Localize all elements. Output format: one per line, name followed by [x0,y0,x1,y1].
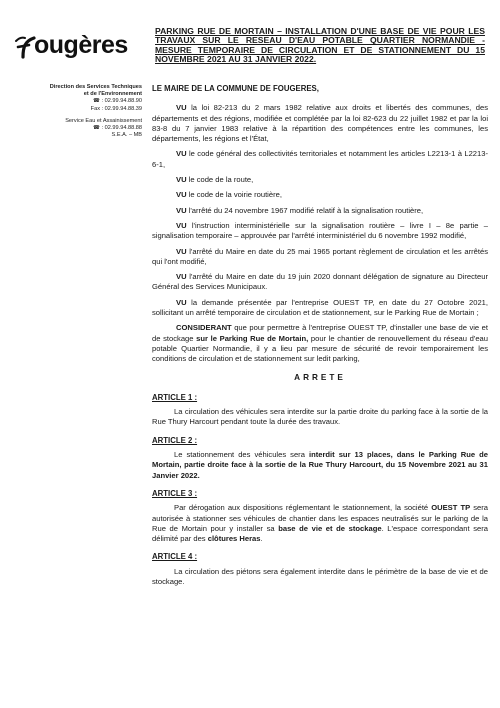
dept-line-1: Direction des Services Techniques [49,84,142,90]
article-4-text: La circulation des piétons sera également interdite dans le périmètre de la base de vie et de stockage. [152,566,488,586]
vu-paragraph: VU la loi 82-213 du 2 mars 1982 relative aux droits et libertés des communes, des départements et des régions, modifiée et complétée par la loi 82-623 du 22 juillet 1982 et par la loi 83-8 du 7 janvier 1983 relative à la répartition des compétences entre les communes, les départements, les régions et l'État, [152,103,488,144]
vu-paragraph: VU le code de la route, [176,175,254,185]
logo-text: ougères [34,31,128,59]
dept-line-2: et de l'Environnement [83,91,142,98]
vu-paragraph: VU la demande présentée par l'entreprise OUEST TP, en date du 27 Octobre 2021, sollicitant un arrêté temporaire de circulation et de stationnement, sur le Parking Rue de Mortain ; [152,297,488,318]
article-1-text: La circulation des véhicules sera interdite sur la partie droite du parking face à la sortie de la Rue Thury Harcourt pendant toute la durée des travaux. [152,407,488,427]
logo-mark-icon [14,35,36,59]
article-4-heading: ARTICLE 4 : [152,552,198,562]
document-title: PARKING RUE DE MORTAIN – INSTALLATION D'UNE BASE DE VIE POUR LES TRAVAUX SUR LE RESEAU D'EAU POTABLE QUARTIER NORMANDIE - MESURE TEMPORAIRE DE CIRCULATION ET DE STATIONNEMENT DU 15 NOVEMBRE 2021 AU 31 JANVIER 2022. [155,26,485,65]
mayor-heading: LE MAIRE DE LA COMMUNE DE FOUGERES, [152,84,319,93]
article-3-text: Par dérogation aux dispositions réglementant le stationnement, la société OUEST TP sera autorisée à stationner ses véhicules de chantier dans les espaces neutralisés sur le parking de la Rue de Mortain pour y installer sa base de vie et de stockage. L'espace correspondant sera délimité par des clôtures Heras. [152,503,489,544]
article-1-heading: ARTICLE 1 : [152,392,198,402]
article-3-heading: ARTICLE 3 : [152,488,198,498]
vu-paragraph: VU le code général des collectivités territoriales et notamment les articles L2213-1 à L2213-6-1, [152,149,488,169]
fougeres-logo [14,33,146,61]
article-2-heading: ARTICLE 2 : [152,435,198,445]
reference: S.E.A. – MB [111,132,142,139]
sender-info [4,84,142,139]
fax: Fax : 02.99.94.88.39 [90,105,142,112]
considerant-paragraph: CONSIDERANT que pour permettre à l'entreprise OUEST TP, d'installer une base de vie et de stockage sur le Parking Rue de Mortain, pour le chantier de renouvellement du réseau d'eau potable Quartier Normandie, il y a lieu par mesure de sécurité de revoir temporairement les conditions de circulation et de stationnement sur ledit parking, [152,323,488,364]
article-2-text: Le stationnement des véhicules sera interdit sur 13 places, dans le Parking Rue de Mortain, partie droite face à la sortie de la Rue Thury Harcourt, du 15 Novembre 2021 au 31 Janvier 2022. [152,450,489,480]
phone-2: ☎ : 02.99.94.88.88 [93,125,142,132]
phone-1: ☎ : 02.99.94.88.90 [93,98,142,105]
document-body [152,84,488,590]
vu-paragraph: VU l'instruction interministérielle sur la signalisation routière – livre I – 8e partie – signalisation temporaire – approuvée par l'arrêté interministériel du 6 novembre 1992 modifié, [152,220,488,241]
vu-paragraph: VU l'arrêté du Maire en date du 19 juin 2020 donnant délégation de signature au Directeur Général des Services Municipaux. [152,272,488,292]
vu-paragraph: VU l'arrêté du 24 novembre 1967 modifié relatif à la signalisation routière, [176,205,424,215]
vu-paragraph: VU l'arrêté du Maire en date du 25 mai 1965 portant règlement de circulation et les arrêtés qui l'ont modifié, [152,246,488,266]
vu-paragraph: VU le code de la voirie routière, [176,190,282,200]
service-name: Service Eau et Assainissement [65,117,142,124]
arrete-heading: ARRETE [294,372,346,382]
